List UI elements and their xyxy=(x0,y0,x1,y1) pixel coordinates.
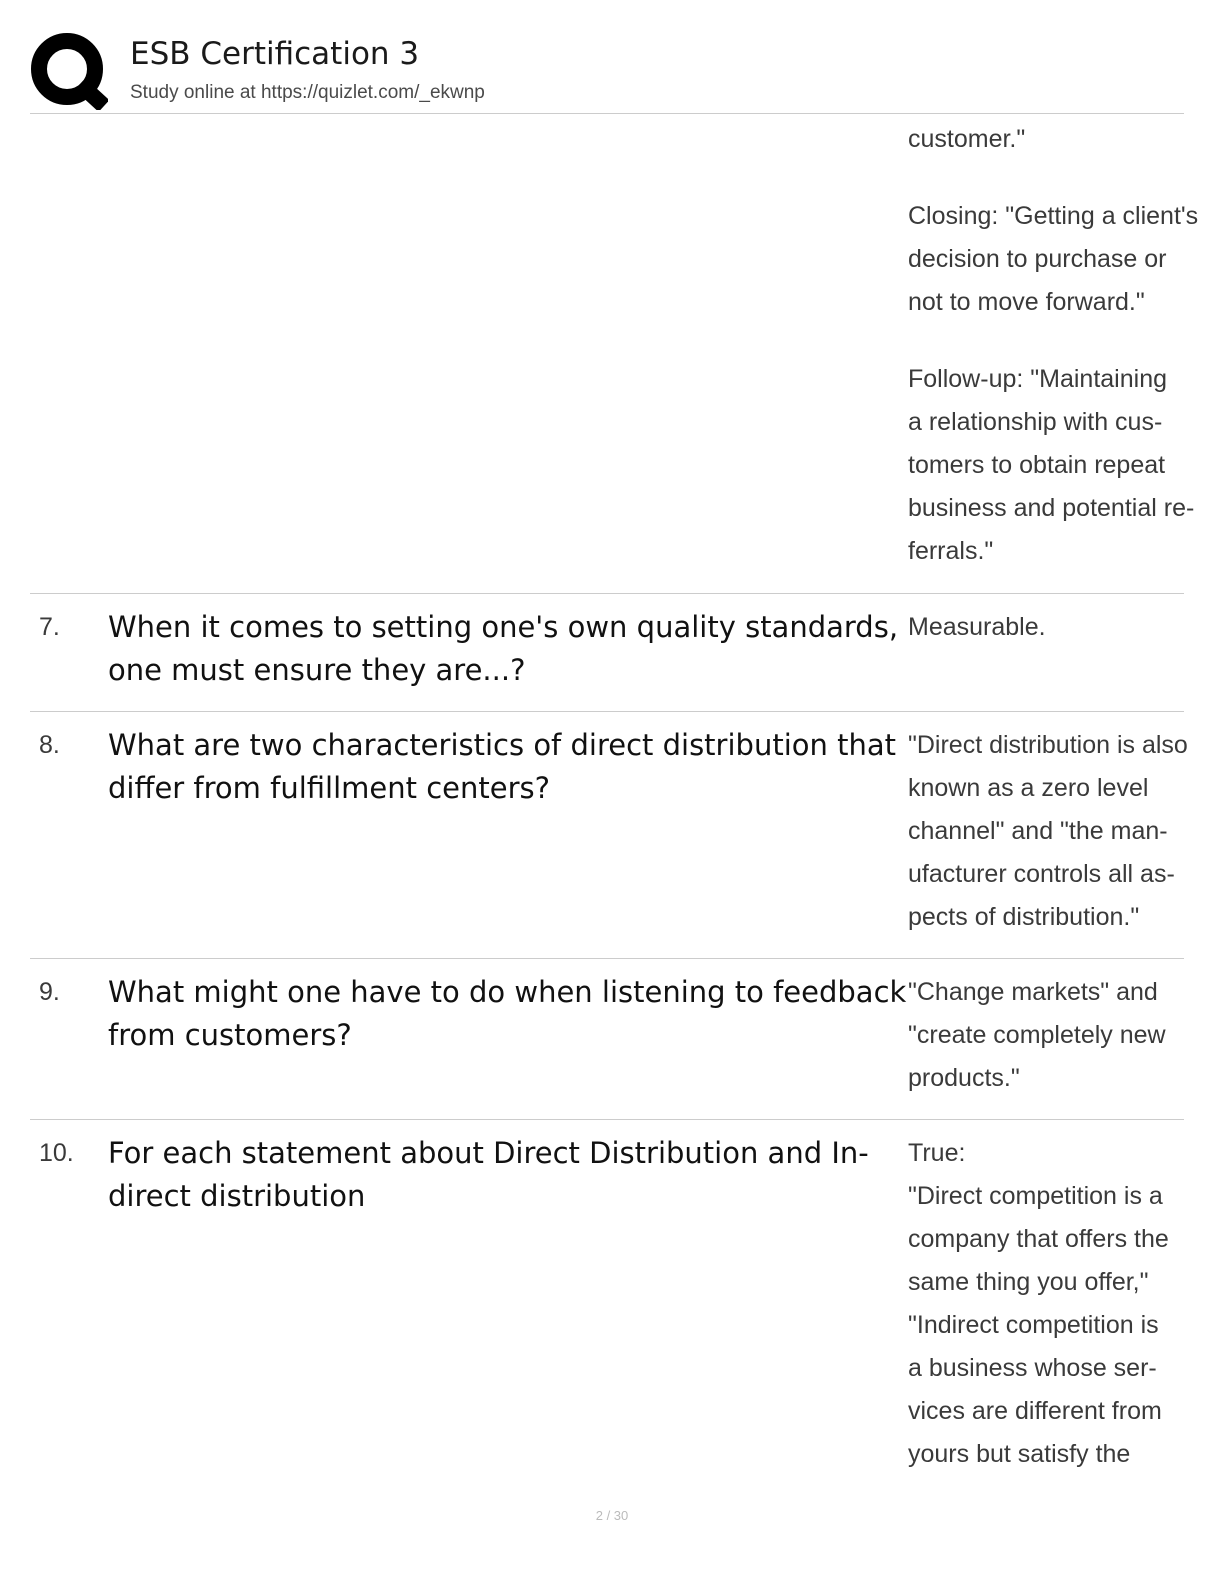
card-number: 7. xyxy=(39,613,60,641)
answer-line: channel" and "the man- xyxy=(908,817,1168,845)
row-divider xyxy=(30,593,1184,594)
study-link[interactable]: Study online at https://quizlet.com/_ekwnp xyxy=(130,82,485,103)
answer-line: True: xyxy=(908,1139,966,1167)
answer-line: "Direct distribution is also xyxy=(908,731,1188,759)
card-number: 8. xyxy=(39,731,60,759)
answer-line: "Direct competition is a xyxy=(908,1182,1163,1210)
document-title: ESB Certification 3 xyxy=(130,36,420,72)
page-number: 2 / 30 xyxy=(595,1508,629,1523)
answer-line: "Indirect competition is xyxy=(908,1311,1159,1339)
card-answer xyxy=(908,724,1188,939)
answer-line: known as a zero level xyxy=(908,774,1149,802)
row-divider xyxy=(30,1119,1184,1120)
answer-line: Closing: "Getting a client's xyxy=(908,202,1199,230)
answer-line: tomers to obtain repeat xyxy=(908,451,1166,479)
answer-line: "Change markets" and xyxy=(908,978,1158,1006)
answer-line: same thing you offer," xyxy=(908,1268,1149,1296)
card-answer xyxy=(908,606,1176,649)
answer-line: Follow-up: "Maintaining xyxy=(908,365,1167,393)
answer-line: not to move forward." xyxy=(908,288,1145,316)
continued-answer xyxy=(908,118,1199,573)
answer-line: ufacturer controls all as- xyxy=(908,860,1175,888)
answer-line: decision to purchase or xyxy=(908,245,1167,273)
answer-line: vices are different from xyxy=(908,1397,1162,1425)
answer-line: customer." xyxy=(908,125,1026,153)
quizlet-logo-icon xyxy=(30,32,108,110)
card-number: 10. xyxy=(39,1139,74,1167)
card-number: 9. xyxy=(39,978,60,1006)
card-question: What are two characteristics of direct distribution that differ from fulfillment centers? xyxy=(108,728,896,805)
answer-line: a relationship with cus- xyxy=(908,408,1163,436)
card-question: What might one have to do when listening to feedback from customers? xyxy=(108,975,907,1052)
page-header xyxy=(30,28,1184,114)
answer-line: business and potential re- xyxy=(908,494,1195,522)
row-divider xyxy=(30,958,1184,959)
card-question: For each statement about Direct Distribution and In-direct distribution xyxy=(108,1136,869,1213)
card-question: When it comes to setting one's own quality standards, one must ensure they are...? xyxy=(108,610,899,687)
header-divider xyxy=(30,113,1184,114)
answer-line: Measurable. xyxy=(908,613,1046,641)
answer-line: ferrals." xyxy=(908,537,994,565)
answer-line: "create completely new xyxy=(908,1021,1166,1049)
answer-line: pects of distribution." xyxy=(908,903,1140,931)
answer-line: company that offers the xyxy=(908,1225,1169,1253)
answer-line: products." xyxy=(908,1064,1020,1092)
answer-line: a business whose ser- xyxy=(908,1354,1157,1382)
card-answer xyxy=(908,1132,1176,1476)
row-divider xyxy=(30,711,1184,712)
answer-line: yours but satisfy the xyxy=(908,1440,1131,1468)
card-answer xyxy=(908,971,1176,1100)
